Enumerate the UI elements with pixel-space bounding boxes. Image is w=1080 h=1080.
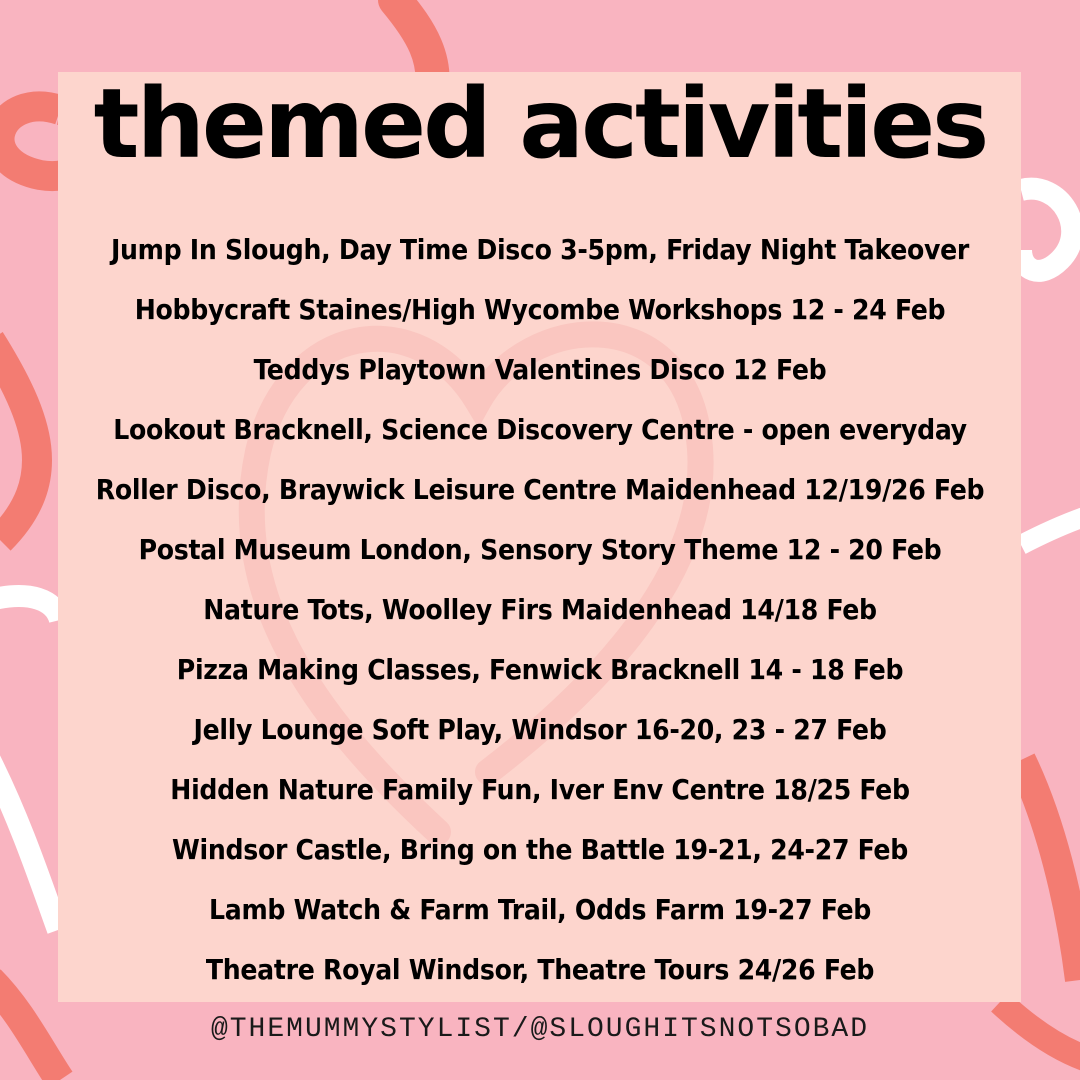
activity-item: Windsor Castle, Bring on the Battle 19-21, 24-27 Feb bbox=[172, 833, 908, 866]
social-handles: @THEMUMMYSTYLIST/@SLOUGHITSNOTSOBAD bbox=[210, 1014, 870, 1045]
activity-item: Nature Tots, Woolley Firs Maidenhead 14/18 Feb bbox=[203, 593, 877, 626]
activity-item: Theatre Royal Windsor, Theatre Tours 24/26 Feb bbox=[205, 953, 875, 986]
activity-item: Lamb Watch & Farm Trail, Odds Farm 19-27 Feb bbox=[209, 893, 871, 926]
activity-item: Hidden Nature Family Fun, Iver Env Centre 18/25 Feb bbox=[170, 773, 910, 806]
activity-item: Roller Disco, Braywick Leisure Centre Maidenhead 12/19/26 Feb bbox=[95, 473, 985, 506]
activity-item: Teddys Playtown Valentines Disco 12 Feb bbox=[253, 353, 827, 386]
activities-list bbox=[0, 220, 1080, 1000]
activity-item: Jelly Lounge Soft Play, Windsor 16-20, 23 - 27 Feb bbox=[193, 713, 887, 746]
activity-item: Postal Museum London, Sensory Story Theme 12 - 20 Feb bbox=[138, 533, 942, 566]
activity-item: Lookout Bracknell, Science Discovery Centre - open everyday bbox=[113, 413, 967, 446]
activity-item: Pizza Making Classes, Fenwick Bracknell 14 - 18 Feb bbox=[176, 653, 904, 686]
activity-item: Hobbycraft Staines/High Wycombe Workshops 12 - 24 Feb bbox=[134, 293, 946, 326]
activity-item: Jump In Slough, Day Time Disco 3-5pm, Friday Night Takeover bbox=[110, 233, 970, 266]
page-title: themed activities bbox=[93, 68, 987, 180]
